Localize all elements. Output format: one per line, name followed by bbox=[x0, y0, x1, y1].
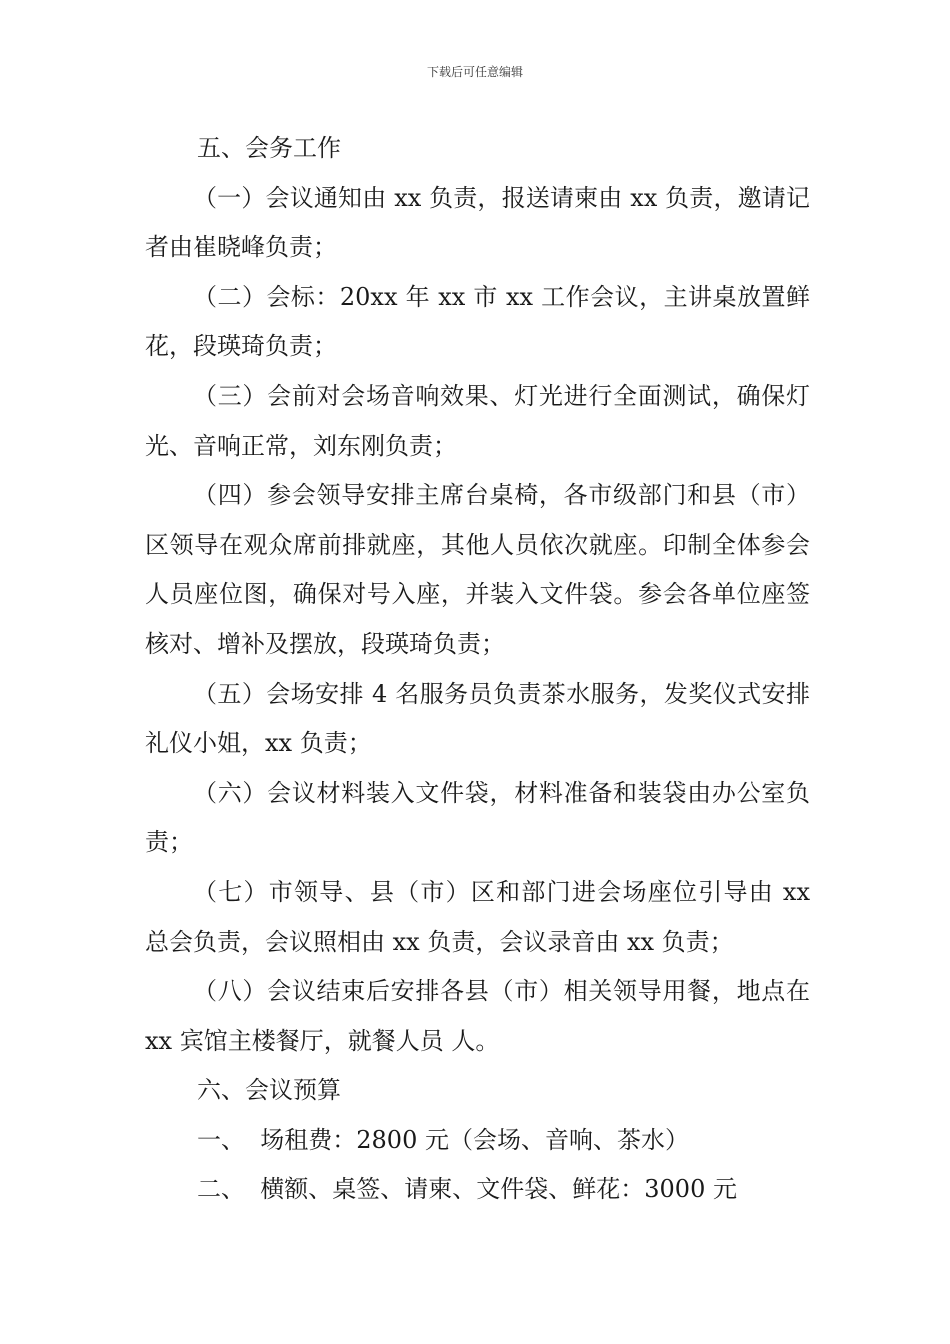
paragraph-item-7: （七）市领导、县（市）区和部门进会场座位引导由 xx 总会负责，会议照相由 xx 负责，会议录音由 xx 负责； bbox=[145, 877, 810, 956]
paragraph-item-1: （一）会议通知由 xx 负责，报送请柬由 xx 负责，邀请记者由崔晓峰负责； bbox=[145, 183, 810, 262]
paragraph-item-4: （四）参会领导安排主席台桌椅，各市级部门和县（市）区领导在观众席前排就座，其他人员依次就座。印制全体参会人员座位图，确保对号入座，并装入文件袋。参会各单位座签核对、增补及摆放，段瑛琦负责； bbox=[145, 481, 810, 658]
budget-item-2: 二、 横额、桌签、请柬、文件袋、鲜花：3000 元 bbox=[197, 1175, 737, 1204]
section-heading-budget: 六、会议预算 bbox=[197, 1076, 341, 1105]
section-heading-meeting-work: 五、会务工作 bbox=[197, 134, 341, 162]
budget-item-1: 一、 场租费：2800 元（会场、音响、茶水） bbox=[197, 1125, 689, 1154]
paragraph-item-2: （二）会标：20xx 年 xx 市 xx 工作会议，主讲桌放置鲜花，段瑛琦负责； bbox=[145, 282, 810, 361]
paragraph-item-8: （八）会议结束后安排各县（市）相关领导用餐，地点在 xx 宾馆主楼餐厅，就餐人员 人。 bbox=[145, 977, 810, 1055]
document-body bbox=[145, 124, 810, 1215]
page-header-note: 下载后可任意编辑 bbox=[426, 65, 523, 79]
paragraph-item-6: （六）会议材料装入文件袋，材料准备和装袋由办公室负责； bbox=[145, 778, 810, 857]
paragraph-item-3: （三）会前对会场音响效果、灯光进行全面测试，确保灯光、音响正常，刘东刚负责； bbox=[145, 381, 810, 460]
paragraph-item-5: （五）会场安排 4 名服务员负责茶水服务，发奖仪式安排礼仪小姐，xx 负责； bbox=[145, 679, 810, 758]
